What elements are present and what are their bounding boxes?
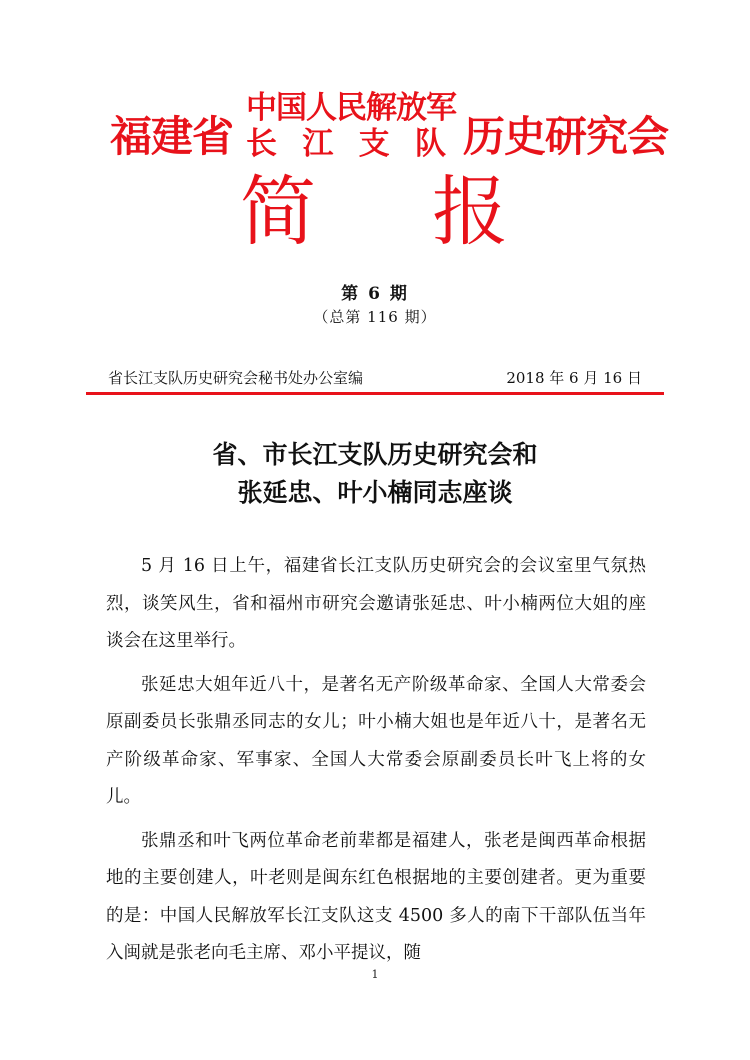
editor-office: 省长江支队历史研究会秘书处办公室编 [108, 369, 364, 387]
masthead-org-line1: 中国人民解放军 [246, 90, 456, 126]
red-divider [86, 392, 664, 395]
paragraph: 张延忠大姐年近八十，是著名无产阶级革命家、全国人大常委会原副委员长张鼎丞同志的女儿；叶小楠大姐也是年近八十，是著名无产阶级革命家、军事家、全国人大常委会原副委员长叶飞上将的女儿。 [106, 674, 646, 807]
publish-date: 2018 年 6 月 16 日 [506, 369, 642, 387]
masthead-province: 福建省 [110, 112, 234, 161]
headline-line-2: 张延忠、叶小楠同志座谈 [237, 478, 513, 507]
masthead-org-char: 江 [302, 126, 334, 162]
page-number: 1 [371, 968, 379, 981]
article-body [106, 548, 646, 979]
headline-line-1: 省、市长江支队历史研究会和 [212, 440, 538, 469]
masthead-organization [246, 90, 460, 162]
bulletin-title-char: 报 [432, 167, 508, 256]
masthead-org-line2 [246, 126, 446, 162]
bulletin-title [0, 167, 750, 256]
masthead-org-char: 长 [246, 126, 277, 162]
total-issue-number: （总第 116 期） [313, 308, 437, 326]
bulletin-title-char: 简 [240, 167, 316, 256]
paragraph: 5 月 16 日上午，福建省长江支队历史研究会的会议室里气氛热烈，谈笑风生，省和福州市研究会邀请张延忠、叶小楠两位大姐的座谈会在这里举行。 [106, 556, 646, 651]
masthead-society: 历史研究会 [463, 112, 669, 161]
masthead [0, 88, 750, 168]
masthead-org-char: 支 [358, 126, 390, 162]
issue-number: 第 6 期 [341, 284, 409, 304]
masthead-org-char: 队 [414, 126, 446, 162]
paragraph: 张鼎丞和叶飞两位革命老前辈都是福建人，张老是闽西革命根据地的主要创建人，叶老则是闽东红色根据地的主要创建者。更为重要的是：中国人民解放军长江支队这支 4500 多人的南下干部队伍当年入闽就是张老向毛主席、邓小平提议，随 [106, 830, 646, 963]
article-headline [0, 436, 750, 512]
